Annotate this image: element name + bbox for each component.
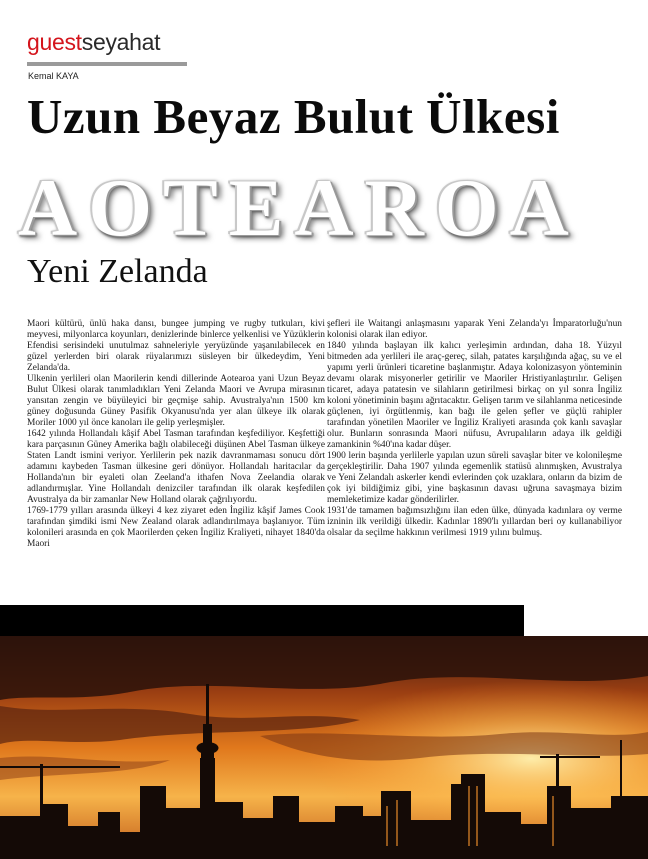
paragraph: 1840 yılında başlayan ilk kalıcı yerleşimin ardından, daha 18. Yüzyıl bitmeden ada yerlileri ile araç-gereç, silah, patates karşılığında ağaç, su ve el yapımı yerli ürünleri ticaretine başlanmıştır. Adaya kolonizasyon yönteminin devamı olarak misyonerler getirilir ve Maoriler Hristiyanlaştırılır. Gelişen ticaret, adaya patatesin ve silahların getirilmesi birkaç on yıl sonra İngiliz koloni yönetiminin başını ağrıtacaktır. Gelişen tarım ve silahlanma neticesinde güçlenen, iyi örgütlenmiş, kan bağı ile gelen şefler ve güçlü rahipler tarafından yönetilen Maoriler ve İngiliz Kraliyeti arasında çok kanlı savaşlar olur. Bunların sonrasında Maori nüfusu, Avrupalıların adaya ilk geldiği zamankinin %40'ına kadar düşer. <box>327 341 622 450</box>
paragraph: şefleri ile Waitangi anlaşmasını yaparak Yeni Zelanda'yı İmparatorluğu'nun kolonisi olarak ilan ediyor. <box>327 319 622 340</box>
brand-guest: guest <box>27 29 82 55</box>
magazine-brand <box>27 28 160 56</box>
paragraph: 1900 lerin başında yerlilerle yapılan uzun süreli savaşlar biter ve kolonileşme gerçekleştirilir. Daha 1907 yılında egemenlik statüsü alınmışken, Avustralya ve Yeni Zelandalı askerler kendi evlerinden çok uzaklara, onların da bizim de çok iyi bildiğimiz gibi, yine başkasının davası uğruna savaşmaya bizim memleketimize kadar gönderilirler. <box>327 451 622 505</box>
black-band <box>0 605 524 636</box>
author-name: Kemal KAYA <box>28 71 79 81</box>
paragraph: 1931'de tamamen bağımsızlığını ilan eden ülke, dünyada kadınlara oy verme izninin ilk verildiği ülkedir. Kadınlar 1890'lı yıllardan beri oy kullanabiliyor olsalar da seçilme hakkının verilmesi 1919 yılını bulmuş. <box>327 506 622 538</box>
brand-seyahat: seyahat <box>81 29 161 55</box>
paragraph: Maori kültürü, ünlü haka dansı, bungee jumping ve rugby tutkuları, kivi meyvesi, milyonlarca koyunları, denizlerinde binlerce yelkenlisi ve Yüzüklerin Efendisi serisindeki unutulmaz sahneleriyle yeryüzünde yaşanılabilecek en güzel yerlerden biri olarak rüyalarımızı süsleyen bir ülkedeydim, Yeni Zelanda'da. <box>27 319 325 373</box>
article-subtitle: Yeni Zelanda <box>27 253 208 290</box>
auckland-sunset-photo <box>0 636 648 859</box>
text-column-right <box>327 319 622 539</box>
brand-underline <box>27 62 187 66</box>
feature-word: AOTEAROA <box>18 162 580 253</box>
paragraph: 1642 yılında Hollandalı kâşif Abel Tasman tarafından keşfediliyor. Keşfettiği kara parçasının Güney Amerika bağlı olabileceği düşünen Abel Tasman ülkeye Staten Landt ismini veriyor. Yerlilerin pek nazik davranmaması sonucu dört adamını kaybeden Tasman ülkesine geri dönüyor. Hollandalı haritacılar da Hollanda'nın bir eyaleti olan Zeeland'a ithafen Nova Zeelandia olarak adlandırmışlar. Yine Hollandalı denizciler tarafından ilk olarak keşfedilen Avustralya da bir zamanlar New Holland olarak çağrılıyordu. <box>27 429 325 505</box>
paragraph: Ulkenin yerlileri olan Maorilerin kendi dillerinde Aotearoa yani Uzun Beyaz Bulut Ülkesi olarak tanımladıkları Yeni Zelanda Maori ve Avrupa mirasının yansıtan zengin ve büyüleyici bir geçmişe sahip. Avustralya'nın 1500 km güney doğusunda Güney Pasifik Okyanusu'nda yer alan ülkeye ilk olarak Moriler 1000 yıl önce kanoları ile gelip yerleşmişler. <box>27 374 325 428</box>
paragraph: 1769-1779 yılları arasında ülkeyi 4 kez ziyaret eden İngiliz kâşif James Cook tarafından şimdiki ismi New Zealand olarak adlandırılmaya başlanıyor. Tüm kolonileri arasında en çok Maorilerden çeken İngiliz Kraliyeti, nihayet 1840'da Maori <box>27 506 325 549</box>
text-column-left <box>27 319 325 550</box>
article-title: Uzun Beyaz Bulut Ülkesi <box>27 89 560 144</box>
